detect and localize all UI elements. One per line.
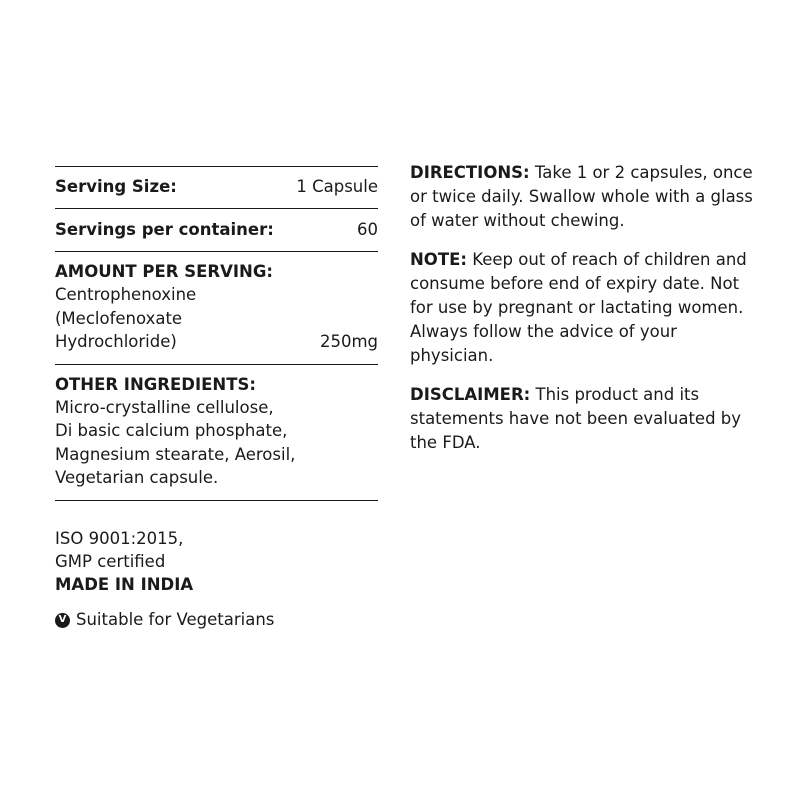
supplement-facts-panel	[55, 166, 378, 501]
directions-text: Take 1 or 2 capsules, once or twice daily. Swallow whole with a glass of water without chewing.	[410, 163, 753, 230]
directions-heading: DIRECTIONS:	[410, 163, 530, 182]
certification-line: GMP certified	[55, 552, 166, 571]
divider	[55, 500, 378, 501]
note-text: Keep out of reach of children and consume before end of expiry date. Not for use by pregnant or lactating women. Always follow the advice of your physician.	[410, 250, 747, 365]
ingredient-line: (Meclofenoxate	[55, 308, 183, 328]
disclaimer-heading: DISCLAIMER:	[410, 385, 531, 404]
serving-size-label: Serving Size:	[55, 177, 177, 196]
servings-per-container-row	[55, 209, 378, 251]
amount-per-serving-section	[55, 252, 378, 364]
ingredient-line: Hydrochloride)	[55, 332, 177, 351]
ingredient-amount: 250mg	[319, 332, 378, 351]
made-in-india: MADE IN INDIA	[55, 575, 194, 594]
note-paragraph	[410, 248, 755, 368]
ingredient-line: Centrophenoxine	[55, 285, 197, 304]
vegetarian-text: Suitable for Vegetarians	[76, 610, 275, 629]
other-ingredient-line: Magnesium stearate, Aerosil,	[55, 444, 296, 464]
directions-paragraph	[410, 161, 755, 233]
note-heading: NOTE:	[410, 250, 467, 269]
certification-line: ISO 9001:2015,	[55, 529, 184, 548]
vegetarian-icon: V	[55, 613, 70, 628]
other-ingredients-title: OTHER INGREDIENTS:	[55, 374, 256, 394]
vegetarian-badge	[55, 609, 274, 631]
serving-size-value: 1 Capsule	[296, 177, 378, 196]
certification-block	[55, 527, 378, 596]
other-ingredients-section	[55, 365, 378, 500]
serving-size-row	[55, 167, 378, 208]
usage-info-panel	[410, 161, 755, 470]
other-ingredient-line: Micro-crystalline cellulose,	[55, 397, 274, 417]
servings-per-container-value: 60	[357, 220, 378, 239]
servings-per-container-label: Servings per container:	[55, 220, 274, 239]
other-ingredient-line: Di basic calcium phosphate,	[55, 421, 288, 440]
ingredient-name	[55, 283, 196, 354]
amount-per-serving-title: AMOUNT PER SERVING:	[55, 262, 273, 281]
other-ingredient-line: Vegetarian capsule.	[55, 468, 219, 487]
disclaimer-paragraph	[410, 383, 755, 455]
disclaimer-text: This product and its statements have not been evaluated by the FDA.	[410, 385, 742, 452]
